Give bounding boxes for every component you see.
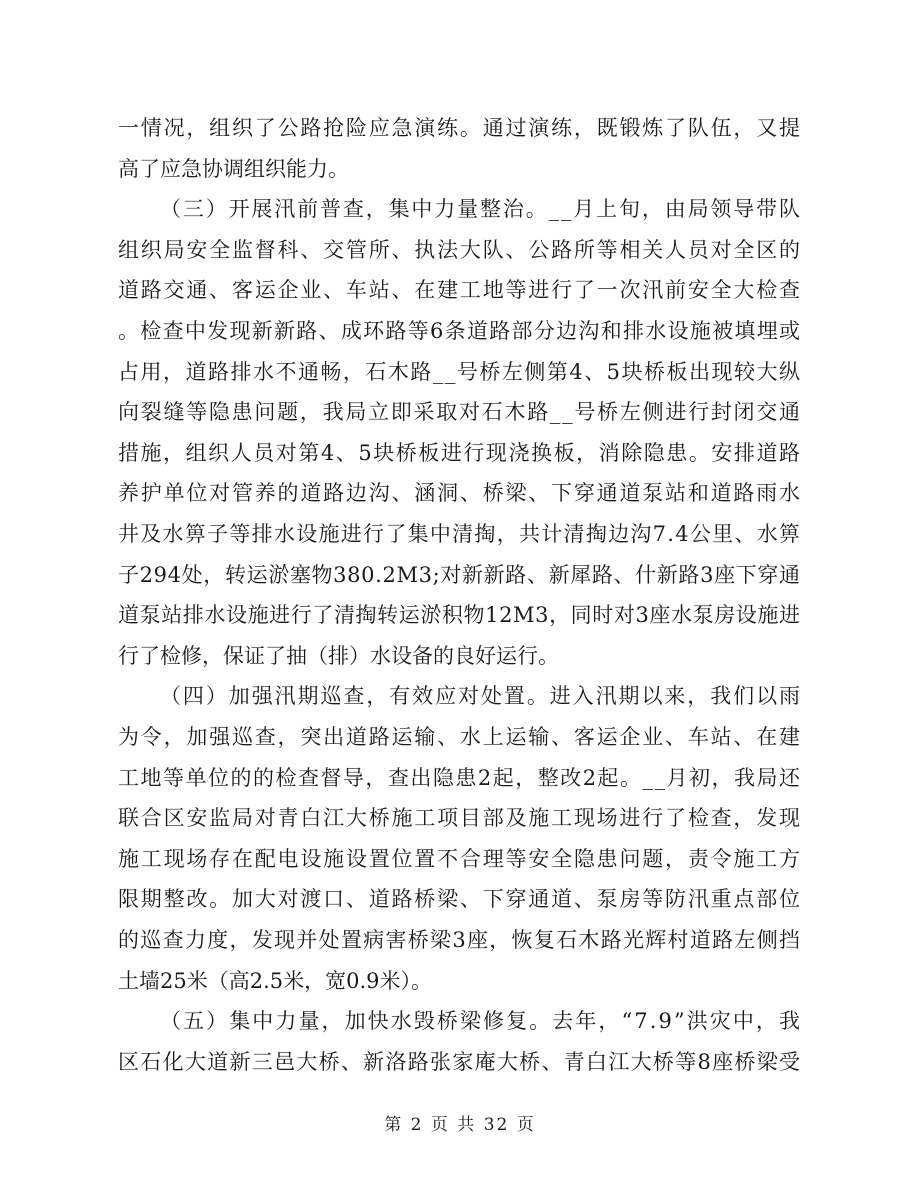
text-line-content: 道路交通、客运企业、车站、在建工地等进行了一次汛前安全大检查 <box>118 278 802 302</box>
text-line-content: 为令，加强巡查，突出道路运输、水上运输、客运企业、车站、在建 <box>118 725 802 749</box>
text-line <box>0 798 920 838</box>
text-line <box>0 758 920 798</box>
page-footer: 第 2 页 共 32 页 <box>384 1115 536 1135</box>
text-line <box>0 879 920 919</box>
text-line <box>0 839 920 879</box>
text-line-content: 井及水箅子等排水设施进行了集中清掏，共计清掏边沟7.4公里、水箅 <box>118 522 802 546</box>
text-line <box>0 1042 920 1082</box>
text-line-content: 限期整改。加大对渡口、道路桥梁、下穿通道、泵房等防汛重点部位 <box>118 887 802 911</box>
text-line-content: 一情况，组织了公路抢险应急演练。通过演练，既锻炼了队伍，又提 <box>118 116 802 140</box>
text-line <box>0 392 920 432</box>
text-line-content: 施工现场存在配电设施设置位置不合理等安全隐患问题，责令施工方 <box>118 847 802 871</box>
text-line-content: （五）集中力量，加快水毁桥梁修复。去年，“7.9”洪灾中，我 <box>160 1009 803 1033</box>
text-line <box>0 108 920 148</box>
text-line <box>0 311 920 351</box>
text-line <box>0 961 920 1001</box>
text-line <box>0 433 920 473</box>
text-line-content: （三）开展汛前普查，集中力量整治。__月上旬，由局领导带队 <box>160 197 802 221</box>
text-line <box>0 555 920 595</box>
text-line-content: 行了检修，保证了抽（排）水设备的良好运行。 <box>118 644 559 668</box>
text-line <box>0 676 920 716</box>
text-line <box>0 717 920 757</box>
text-line-content: 养护单位对管养的道路边沟、涵洞、桥梁、下穿通道泵站和道路雨水 <box>118 481 802 505</box>
text-line <box>0 149 920 189</box>
text-line <box>0 514 920 554</box>
text-line-content: （四）加强汛期巡查，有效应对处置。进入汛期以来，我们以雨 <box>160 684 802 708</box>
text-line-content: 联合区安监局对青白江大桥施工项目部及施工现场进行了检查，发现 <box>118 806 802 830</box>
text-line <box>0 473 920 513</box>
text-line <box>0 270 920 310</box>
text-line-content: 子294处，转运淤塞物380.2M3;对新新路、新犀路、什新路3座下穿通 <box>118 563 801 587</box>
text-line <box>0 230 920 270</box>
text-line-content: 组织局安全监督科、交管所、执法大队、公路所等相关人员对全区的 <box>118 238 802 262</box>
text-line-content: 占用，道路排水不通畅，石木路__号桥左侧第4、5块桥板出现较大纵 <box>118 360 802 384</box>
text-line-content: 向裂缝等隐患问题，我局立即采取对石木路__号桥左侧进行封闭交通 <box>118 400 802 424</box>
text-line <box>0 636 920 676</box>
text-line <box>0 1001 920 1041</box>
text-line-content: 高了应急协调组织能力。 <box>118 157 349 181</box>
text-line-content: 道泵站排水设施进行了清掏转运淤积物12M3，同时对3座水泵房设施进 <box>118 603 801 627</box>
text-line-content: 区石化大道新三邑大桥、新洛路张家庵大桥、青白江大桥等8座桥梁受 <box>118 1050 802 1074</box>
text-line-content: 工地等单位的的检查督导，查出隐患2起，整改2起。__月初，我局还 <box>118 766 802 790</box>
text-line-content: 的巡查力度，发现并处置病害桥梁3座，恢复石木路光辉村道路左侧挡 <box>118 928 802 952</box>
text-line <box>0 595 920 635</box>
text-line-content: 措施，组织人员对第4、5块桥板进行现浇换板，消除隐患。安排道路 <box>118 441 802 465</box>
text-line <box>0 352 920 392</box>
text-line-content: 土墙25米（高2.5米，宽0.9米）。 <box>118 969 433 993</box>
text-line <box>0 920 920 960</box>
text-line <box>0 189 920 229</box>
text-line-content: 。检查中发现新新路、成环路等6条道路部分边沟和排水设施被填埋或 <box>118 319 802 343</box>
